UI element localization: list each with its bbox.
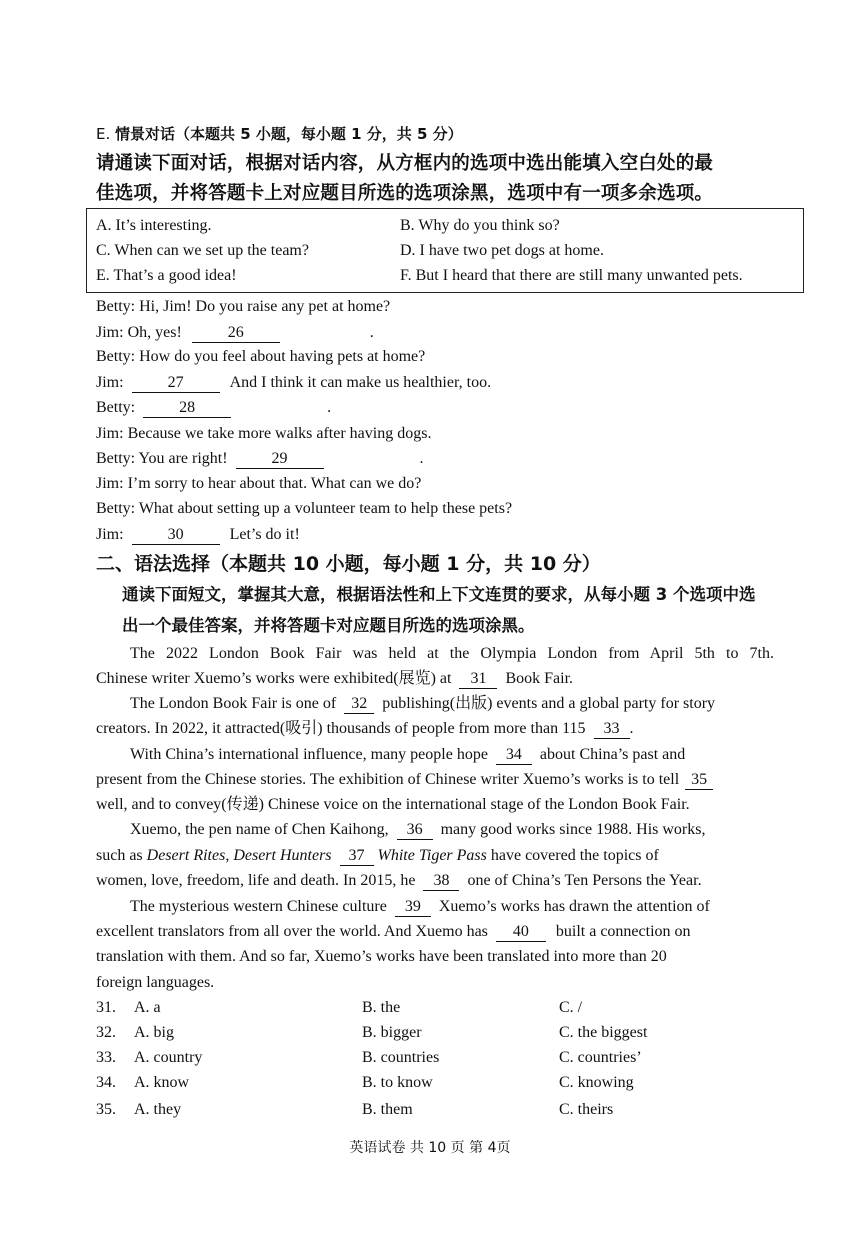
title-desert-rites: Desert Rites (146, 847, 226, 864)
blank-33[interactable]: 33 (594, 720, 630, 739)
title-white-tiger-pass: White Tiger Pass (377, 847, 487, 864)
passage-line-9: such as Desert Rites, Desert Hunters 37 White Tiger Pass have covered the topics of (96, 847, 659, 864)
passage-line-8: Xuemo, the pen name of Chen Kaihong, 36 many good works since 1988. His works, (130, 821, 706, 838)
choice-34-c[interactable]: C. knowing (559, 1074, 634, 1091)
blank-27[interactable]: 27 (132, 374, 220, 393)
section-2-instruction-1: 通读下面短文，掌握其大意，根据语法性和上下文连贯的要求，从每小题 3 个选项中选 (122, 585, 756, 604)
section-e-instruction-1: 请通读下面对话，根据对话内容，从方框内的选项中选出能填入空白处的最 (96, 153, 714, 174)
option-b: B. Why do you think so? (400, 217, 560, 234)
blank-30[interactable]: 30 (132, 526, 220, 545)
choice-row-32: 32. A. big B. bigger C. the biggest (96, 1024, 648, 1041)
choice-32-c[interactable]: C. the biggest (559, 1024, 648, 1041)
passage-line-14: foreign languages. (96, 974, 215, 991)
passage-line-4: creators. In 2022, it attracted(吸引) thousands of people from more than 115 33 . (96, 720, 634, 737)
choice-31-a[interactable]: A. a (134, 999, 161, 1016)
option-d: D. I have two pet dogs at home. (400, 242, 604, 259)
passage-line-12: excellent translators from all over the world. And Xuemo has 40 built a connection on (96, 923, 691, 940)
choice-33-c[interactable]: C. countries’ (559, 1049, 642, 1066)
blank-36[interactable]: 36 (397, 821, 433, 840)
choice-32-a[interactable]: A. big (134, 1024, 174, 1041)
option-f: F. But I heard that there are still many unwanted pets. (400, 267, 743, 284)
dialogue-line-1: Betty: Hi, Jim! Do you raise any pet at home? (96, 298, 391, 315)
choice-34-a[interactable]: A. know (134, 1074, 190, 1091)
options-box (86, 208, 804, 293)
choice-33-b[interactable]: B. countries (362, 1049, 440, 1066)
passage-line-2: Chinese writer Xuemo’s works were exhibited(展览) at 31 Book Fair. (96, 670, 574, 687)
blank-26[interactable]: 26 (192, 324, 280, 343)
title-desert-hunters: Desert Hunters (233, 847, 332, 864)
choice-35-a[interactable]: A. they (134, 1101, 182, 1118)
blank-40[interactable]: 40 (496, 923, 546, 942)
blank-32[interactable]: 32 (344, 695, 374, 714)
dialogue-line-4: Jim: 27 And I think it can make us healthier, too. (96, 374, 492, 391)
section-e-title-text: 情景对话（本题共 5 小题，每小题 1 分，共 5 分） (115, 125, 463, 143)
passage-line-13: translation with them. And so far, Xuemo’s works have been translated into more than 20 (96, 948, 667, 965)
section-e-prefix: E. (96, 125, 111, 143)
choice-row-33: 33. A. country B. countries C. countries’ (96, 1049, 642, 1066)
section-e-instruction-2: 佳选项，并将答题卡上对应题目所选的选项涂黑，选项中有一项多余选项。 (96, 183, 714, 204)
choice-35-b[interactable]: B. them (362, 1101, 413, 1118)
blank-29[interactable]: 29 (236, 450, 324, 469)
passage-line-11: The mysterious western Chinese culture 39 Xuemo’s works has drawn the attention of (130, 898, 710, 915)
passage-line-10: women, love, freedom, life and death. In 2015, he 38 one of China’s Ten Persons the Year. (96, 872, 702, 889)
blank-37[interactable]: 37 (340, 847, 374, 866)
blank-35[interactable]: 35 (685, 771, 713, 790)
dialogue-line-2: Jim: Oh, yes! 26 . (96, 324, 374, 341)
dialogue-line-9: Betty: What about setting up a volunteer team to help these pets? (96, 500, 513, 517)
dialogue-line-6: Jim: Because we take more walks after having dogs. (96, 425, 432, 442)
choice-row-34: 34. A. know B. to know C. knowing (96, 1074, 634, 1091)
option-c: C. When can we set up the team? (96, 242, 309, 259)
passage-line-1: The 2022 London Book Fair was held at the Olympia London from April 5th to 7th. (130, 645, 774, 662)
option-a: A. It’s interesting. (96, 217, 212, 234)
passage-line-3: The London Book Fair is one of 32 publishing(出版) events and a global party for story (130, 695, 716, 712)
dialogue-line-5: Betty: 28 . (96, 399, 332, 416)
section-e-title (96, 124, 463, 144)
dialogue-line-10: Jim: 30 Let’s do it! (96, 526, 300, 543)
blank-38[interactable]: 38 (423, 872, 459, 891)
page-footer: 英语试卷 共 10 页 第 4页 (349, 1140, 511, 1156)
dialogue-line-3: Betty: How do you feel about having pets at home? (96, 348, 426, 365)
section-2-heading: 二、语法选择（本题共 10 小题，每小题 1 分，共 10 分） (96, 553, 601, 575)
section-2-instruction-2: 出一个最佳答案，并将答题卡对应题目所选的选项涂黑。 (122, 616, 535, 635)
blank-31[interactable]: 31 (459, 670, 497, 689)
choice-row-35: 35. A. they B. them C. theirs (96, 1101, 614, 1118)
passage-line-5: With China’s international influence, many people hope 34 about China’s past and (130, 746, 686, 763)
choice-31-c[interactable]: C. / (559, 999, 583, 1016)
choice-31-b[interactable]: B. the (362, 999, 401, 1016)
blank-34[interactable]: 34 (496, 746, 532, 765)
passage-line-6: present from the Chinese stories. The exhibition of Chinese writer Xuemo’s works is to tell 35 (96, 770, 713, 790)
choice-row-31: 31. A. a B. the C. / (96, 999, 583, 1016)
choice-33-a[interactable]: A. country (134, 1049, 203, 1066)
choice-32-b[interactable]: B. bigger (362, 1024, 422, 1041)
choice-35-c[interactable]: C. theirs (559, 1101, 614, 1118)
dialogue-line-8: Jim: I’m sorry to hear about that. What can we do? (96, 475, 422, 492)
choice-34-b[interactable]: B. to know (362, 1074, 433, 1091)
blank-39[interactable]: 39 (395, 898, 431, 917)
blank-28[interactable]: 28 (143, 399, 231, 418)
dialogue-line-7: Betty: You are right! 29 . (96, 450, 424, 467)
passage-line-7: well, and to convey(传递) Chinese voice on the international stage of the London Book Fair. (96, 796, 690, 813)
option-e: E. That’s a good idea! (96, 267, 237, 284)
